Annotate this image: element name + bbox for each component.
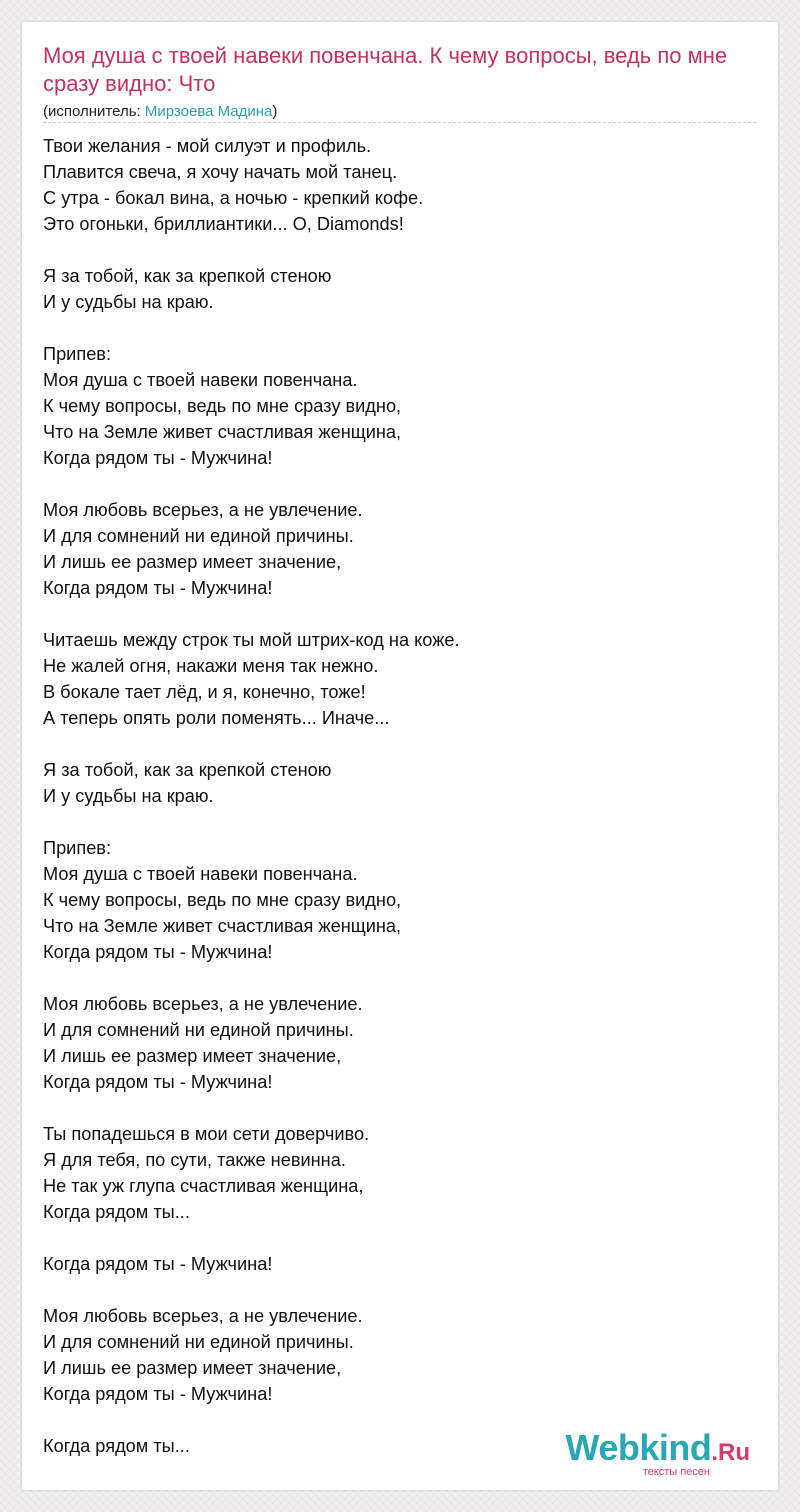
lyric-line: Плавится свеча, я хочу начать мой танец. (43, 162, 398, 182)
lyric-line (43, 601, 460, 627)
lyric-line: Я за тобой, как за крепкой стеною (43, 266, 332, 286)
lyric-line (43, 1095, 460, 1121)
lyric-line (43, 237, 460, 263)
lyric-line: Припев: (43, 344, 112, 364)
lyric-line: Что на Земле живет счастливая женщина, (43, 422, 402, 442)
lyric-line: Ты попадешься в мои сети доверчиво. (43, 1124, 370, 1144)
lyric-line: К чему вопросы, ведь по мне сразу видно, (43, 396, 402, 416)
lyric-line: Когда рядом ты... (43, 1202, 190, 1222)
lyric-line: Твои желания - мой силуэт и профиль. (43, 136, 372, 156)
lyric-line: К чему вопросы, ведь по мне сразу видно, (43, 890, 402, 910)
lyric-line: В бокале тает лёд, и я, конечно, тоже! (43, 682, 366, 702)
artist-line (43, 103, 277, 121)
lyric-line: И для сомнений ни единой причины. (43, 526, 354, 546)
lyrics-text (43, 133, 460, 1459)
lyric-line: Что на Земле живет счастливая женщина, (43, 916, 402, 936)
lyric-line: И лишь ее размер имеет значение, (43, 1046, 342, 1066)
lyric-line: С утра - бокал вина, а ночью - крепкий кофе. (43, 188, 424, 208)
lyric-line: Когда рядом ты - Мужчина! (43, 1384, 273, 1404)
lyric-line: Когда рядом ты - Мужчина! (43, 1072, 273, 1092)
lyric-line: Моя душа с твоей навеки повенчана. (43, 370, 358, 390)
lyric-line: И для сомнений ни единой причины. (43, 1020, 354, 1040)
lyric-line: Когда рядом ты... (43, 1436, 190, 1456)
lyrics-card (22, 22, 778, 1490)
artist-suffix: ) (272, 103, 278, 120)
lyric-line: А теперь опять роли поменять... Иначе... (43, 708, 390, 728)
lyric-line: Читаешь между строк ты мой штрих-код на коже. (43, 630, 460, 650)
lyric-line: И лишь ее размер имеет значение, (43, 552, 342, 572)
lyric-line: И у судьбы на краю. (43, 786, 214, 806)
lyric-line: Не жалей огня, накажи меня так нежно. (43, 656, 379, 676)
lyric-line (43, 315, 460, 341)
lyric-line: Когда рядом ты - Мужчина! (43, 448, 273, 468)
lyric-line: Моя любовь всерьез, а не увлечение. (43, 500, 363, 520)
lyric-line (43, 1277, 460, 1303)
lyric-line (43, 471, 460, 497)
logo-tld: .Ru (711, 1439, 750, 1466)
artist-link[interactable]: Мирзоева Мадина (144, 103, 273, 120)
lyric-line (43, 1407, 460, 1433)
lyric-line (43, 1225, 460, 1251)
song-title: Моя душа с твоей навеки повенчана. К чему вопросы, ведь по мне сразу видно: Что (43, 43, 728, 96)
lyric-line (43, 731, 460, 757)
artist-prefix: (исполнитель: (43, 103, 145, 120)
lyric-line: Моя душа с твоей навеки повенчана. (43, 864, 358, 884)
lyric-line: Я за тобой, как за крепкой стеною (43, 760, 332, 780)
lyric-line: Это огоньки, бриллиантики... О, Diamonds! (43, 214, 404, 234)
lyric-line (43, 965, 460, 991)
divider (43, 122, 756, 123)
lyric-line: Я для тебя, по сути, также невинна. (43, 1150, 346, 1170)
site-logo[interactable] (565, 1427, 750, 1478)
logo-tagline: тексты песен (642, 1466, 710, 1478)
lyric-line: И у судьбы на краю. (43, 292, 214, 312)
logo-name: Webkind (565, 1427, 712, 1468)
lyric-line: И для сомнений ни единой причины. (43, 1332, 354, 1352)
lyric-line: И лишь ее размер имеет значение, (43, 1358, 342, 1378)
lyric-line: Припев: (43, 838, 112, 858)
lyric-line: Когда рядом ты - Мужчина! (43, 578, 273, 598)
lyric-line: Не так уж глупа счастливая женщина, (43, 1176, 364, 1196)
lyric-line: Моя любовь всерьез, а не увлечение. (43, 1306, 363, 1326)
lyric-line: Когда рядом ты - Мужчина! (43, 942, 273, 962)
lyric-line (43, 809, 460, 835)
lyric-line: Когда рядом ты - Мужчина! (43, 1254, 273, 1274)
lyric-line: Моя любовь всерьез, а не увлечение. (43, 994, 363, 1014)
